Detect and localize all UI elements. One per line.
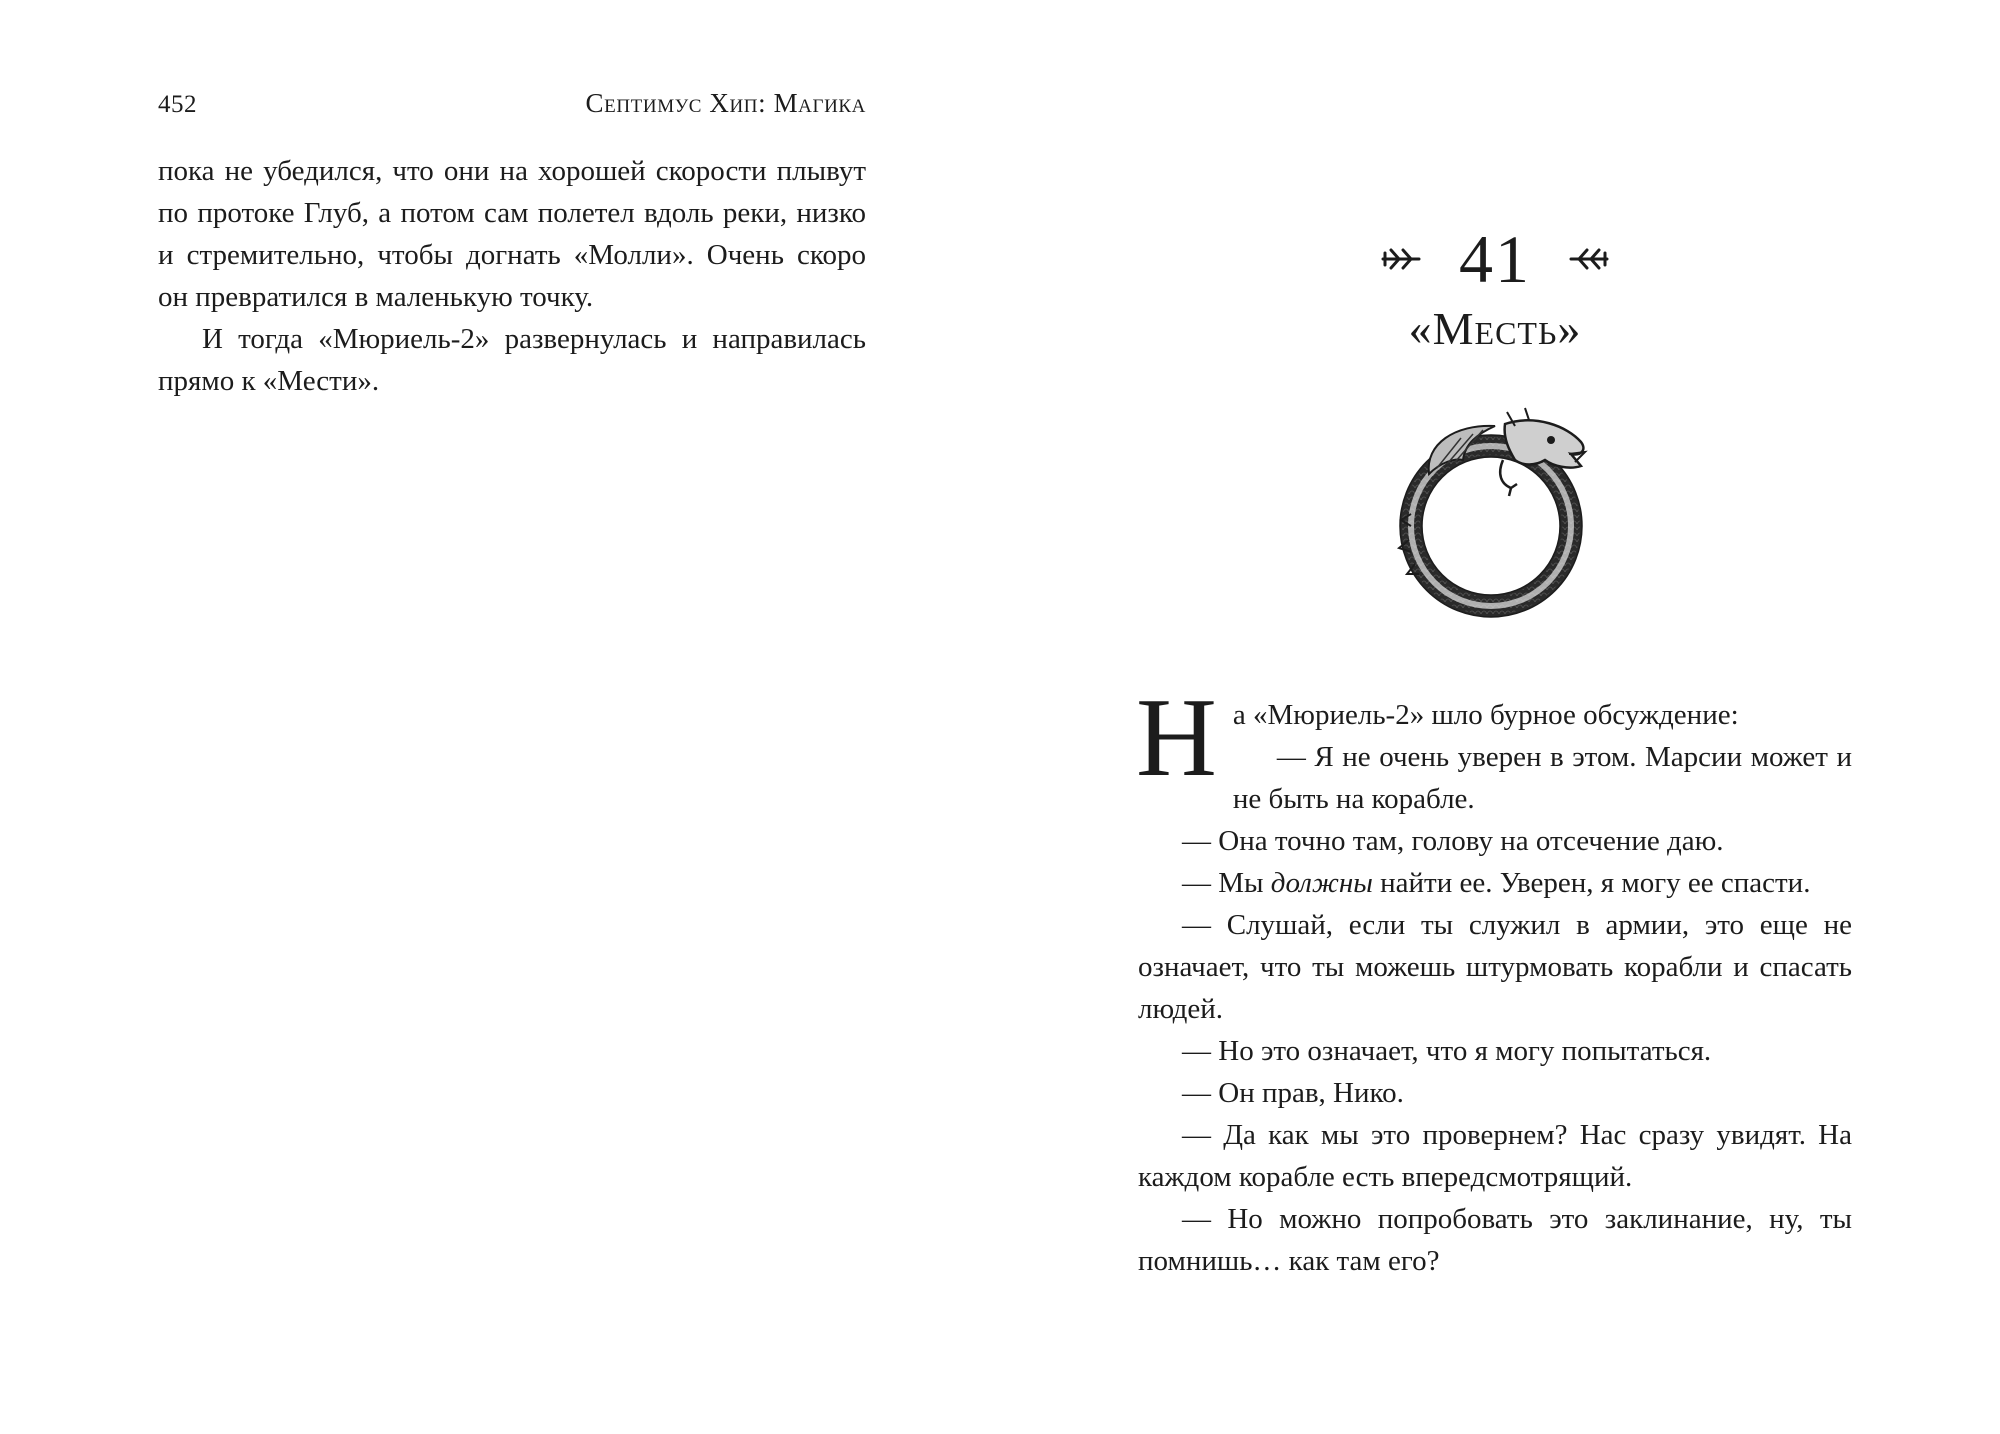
running-title: Септимус Хип: Магика bbox=[585, 88, 866, 118]
page-number: 452 bbox=[158, 91, 197, 118]
dialogue-line: — Но это означает, что я могу попытаться. bbox=[1182, 1035, 1712, 1067]
fleuron-right-icon bbox=[1565, 244, 1613, 274]
dialogue-line: — Я не очень уверен в этом. Марсии может и не быть на корабле. bbox=[1232, 741, 1852, 815]
dialogue-line: — Но можно попробовать это заклинание, ну, ты помнишь… как там его? bbox=[1138, 1203, 1852, 1277]
chapter-text-block bbox=[1136, 676, 1852, 1282]
dialogue-fragment: найти ее. Уверен, я могу ее спасти. bbox=[1372, 867, 1811, 899]
dialogue-line: — Она точно там, голову на отсечение даю. bbox=[1182, 825, 1724, 857]
dialogue-line: — Да как мы это провернем? Нас сразу увидят. На каждом корабле есть впередсмотрящий. bbox=[1138, 1119, 1852, 1193]
chapter-title: «Месть» bbox=[1408, 303, 1582, 354]
paragraph: пока не убедился, что они на хорошей скорости плывут по протоке Глуб, а потом сам полетел вдоль реки, низко и стремительно, чтобы догнать «Молли». Очень скоро он превратился в маленькую точку. bbox=[158, 155, 866, 313]
opening-text: а «Мюриель-2» шло бурное обсуждение: bbox=[1232, 699, 1739, 731]
dialogue-line bbox=[1138, 862, 1852, 904]
running-head bbox=[158, 88, 866, 128]
left-text-block bbox=[158, 150, 866, 402]
ouroboros-dragon-icon bbox=[1385, 404, 1605, 624]
fleuron-left-icon bbox=[1377, 244, 1425, 274]
chapter-number: 41 bbox=[1459, 221, 1531, 297]
chapter-number-row bbox=[1138, 221, 1852, 297]
left-page bbox=[158, 88, 866, 402]
chapter-heading bbox=[1138, 221, 1852, 355]
dialogue-line: — Слушай, если ты служил в армии, это еще не означает, что ты можешь штурмовать корабли и спасать людей. bbox=[1138, 909, 1852, 1025]
dialogue-line: — Он прав, Нико. bbox=[1182, 1077, 1404, 1109]
paragraph: И тогда «Мюриель-2» развернулась и направилась прямо к «Мести». bbox=[158, 323, 866, 397]
dialogue-fragment: — Мы bbox=[1182, 867, 1271, 899]
drop-cap: Н bbox=[1136, 676, 1217, 800]
dialogue-emphasis: должны bbox=[1270, 867, 1373, 899]
